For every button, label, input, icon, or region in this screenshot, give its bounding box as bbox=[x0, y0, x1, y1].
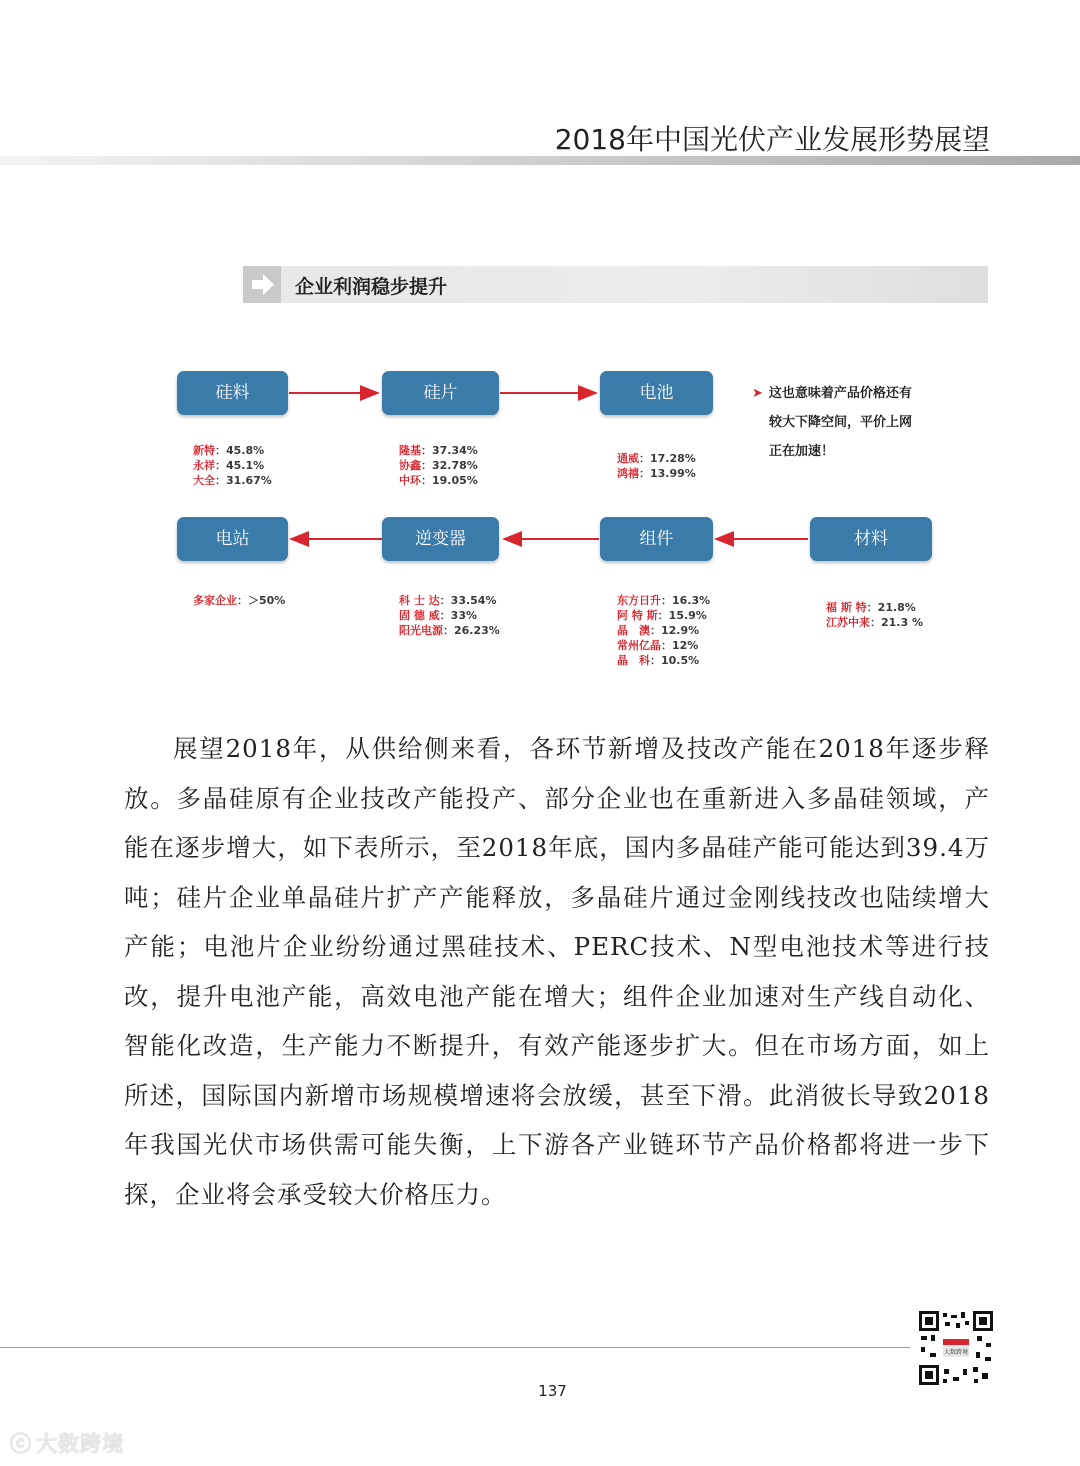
stats-station bbox=[193, 593, 285, 608]
node-material: 材料 bbox=[810, 517, 932, 561]
stat-row: 鸿禧：13.99% bbox=[617, 467, 696, 480]
stat-row: 晶 科：10.5% bbox=[617, 654, 700, 667]
node-module: 组件 bbox=[600, 517, 713, 561]
watermark-logo-icon: ⓒ bbox=[10, 1432, 32, 1456]
flow-arrows bbox=[0, 0, 1080, 700]
stat-row: 江苏中来：21.3 % bbox=[826, 616, 923, 629]
stat-row: 科 士 达：33.54% bbox=[399, 594, 497, 607]
stat-row: 常州亿晶：12% bbox=[617, 639, 699, 652]
stats-module bbox=[617, 593, 710, 668]
node-cell: 电池 bbox=[600, 371, 713, 415]
chevron-right-icon: ➤ bbox=[752, 386, 763, 401]
stat-row: 阿 特 斯：15.9% bbox=[617, 609, 707, 622]
watermark: ⓒ 大数跨境 bbox=[10, 1428, 124, 1458]
stat-row: 阳光电源：26.23% bbox=[399, 624, 500, 637]
footer-rule bbox=[0, 1347, 910, 1348]
stats-cell bbox=[617, 451, 696, 481]
body-paragraph: 展望2018年，从供给侧来看，各环节新增及技改产能在2018年逐步释放。多晶硅原有企业技改产能投产、部分企业也在重新进入多晶硅领域，产能在逐步增大，如下表所示，至2018年底，国内多晶硅产能可能达到39.4万吨；硅片企业单晶硅片扩产产能释放，多晶硅片通过金刚线技改也陆续增大产能；电池片企业纷纷通过黑硅技术、PERC技术、N型电池技术等进行技改，提升电池产能，高效电池产能在增大；组件企业加速对生产线自动化、智能化改造，生产能力不断提升，有效产能逐步扩大。但在市场方面，如上所述，国际国内新增市场规模增速将会放缓，甚至下滑。此消彼长导致2018年我国光伏市场供需可能失衡，上下游各产业链环节产品价格都将进一步下探，企业将会承受较大价格压力。 bbox=[124, 734, 990, 1209]
node-wafer: 硅片 bbox=[382, 371, 499, 415]
diagram-note: ➤ 这也意味着产品价格还有 较大下降空间，平价上网 正在加速！ bbox=[752, 386, 913, 459]
stat-row: 福 斯 特：21.8% bbox=[826, 601, 916, 614]
stat-row: 固 德 威：33% bbox=[399, 609, 478, 622]
stat-row: 通威：17.28% bbox=[617, 452, 696, 465]
stat-row: 中环：19.05% bbox=[399, 474, 478, 487]
stat-row: 多家企业：＞50% bbox=[193, 594, 286, 607]
stat-row: 协鑫：32.78% bbox=[399, 459, 478, 472]
qr-code bbox=[919, 1311, 993, 1385]
stat-row: 永祥：45.1% bbox=[193, 459, 265, 472]
stat-row: 晶 澳：12.9% bbox=[617, 624, 700, 637]
stat-row: 新特：45.8% bbox=[193, 444, 265, 457]
node-silicon: 硅料 bbox=[177, 371, 288, 415]
stats-silicon bbox=[193, 443, 272, 488]
stat-row: 隆基：37.34% bbox=[399, 444, 478, 457]
stats-wafer bbox=[399, 443, 478, 488]
node-station: 电站 bbox=[177, 517, 288, 561]
node-inverter: 逆变器 bbox=[382, 517, 499, 561]
stat-row: 大全：31.67% bbox=[193, 474, 272, 487]
stats-material bbox=[826, 600, 923, 630]
stat-row: 东方日升：16.3% bbox=[617, 594, 711, 607]
section-title: 企业利润稳步提升 bbox=[295, 276, 448, 298]
qr-center-text: 大数跨境 bbox=[943, 1349, 969, 1356]
page-number: 137 bbox=[538, 1382, 567, 1400]
stats-inverter bbox=[399, 593, 500, 638]
header-title: 2018年中国光伏产业发展形势展望 bbox=[554, 123, 990, 156]
